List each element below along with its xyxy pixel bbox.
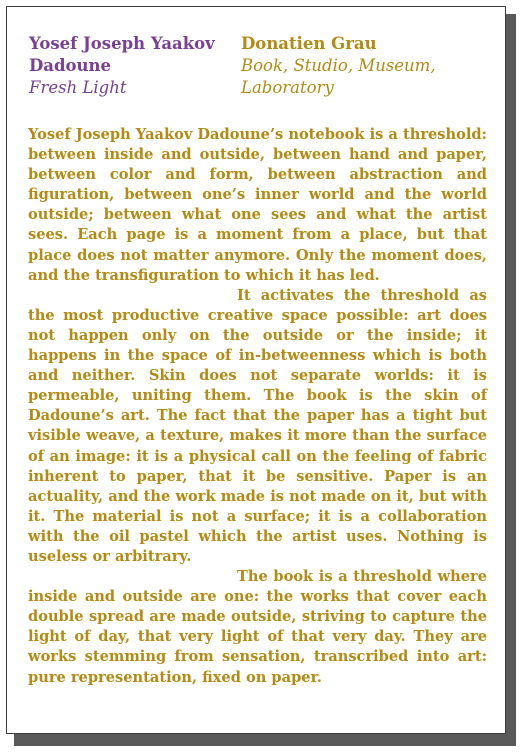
author-block-dadoune <box>29 33 234 99</box>
paragraph: It activates the threshold as the most productive creative space possible: art does not happen only on the outside or the inside; it happens in the space of in-betweenness which is both and neither. Skin does not separate worlds: it is permeable, uniting them. The book is the skin of Dadoune’s art. The fact that the paper has a tight but visible weave, a texture, makes it more than the surface of an image: it is a physical call on the feeling of fabric inherent to paper, that it be sensitive. Paper is an actuality, and the work made is not made on it, but with it. The material is not a surface; it is a collaboration with the oil pastel which the artist uses. Nothing is useless or arbitrary. <box>28 286 487 565</box>
work-title: Book, Studio, Museum, Laboratory <box>241 56 436 97</box>
author-name: Donatien Grau <box>241 34 377 53</box>
paragraph: The book is a threshold where inside and outside are one: the works that cover each double spread are made outside, striving to capture the light of day, that very light of that very day. They are works stemming from sensation, transcribed into art: pure representation, fixed on paper. <box>28 568 487 686</box>
author-block-grau <box>241 33 491 99</box>
work-title: Fresh Light <box>29 78 127 97</box>
author-name: Yosef Joseph Yaakov Dadoune <box>29 34 215 75</box>
author-header <box>29 33 485 113</box>
document-page <box>6 6 506 734</box>
paragraph: Yosef Joseph Yaakov Dadoune’s notebook is a threshold: between inside and outside, between hand and paper, between color and form, between abstraction and figuration, between one’s inner world and the world outside; between what one sees and what the artist sees. Each page is a moment from a place, but that place does not matter anymore. Only the moment does, and the transfiguration to which it has led. <box>28 126 487 284</box>
essay-body <box>28 125 487 688</box>
